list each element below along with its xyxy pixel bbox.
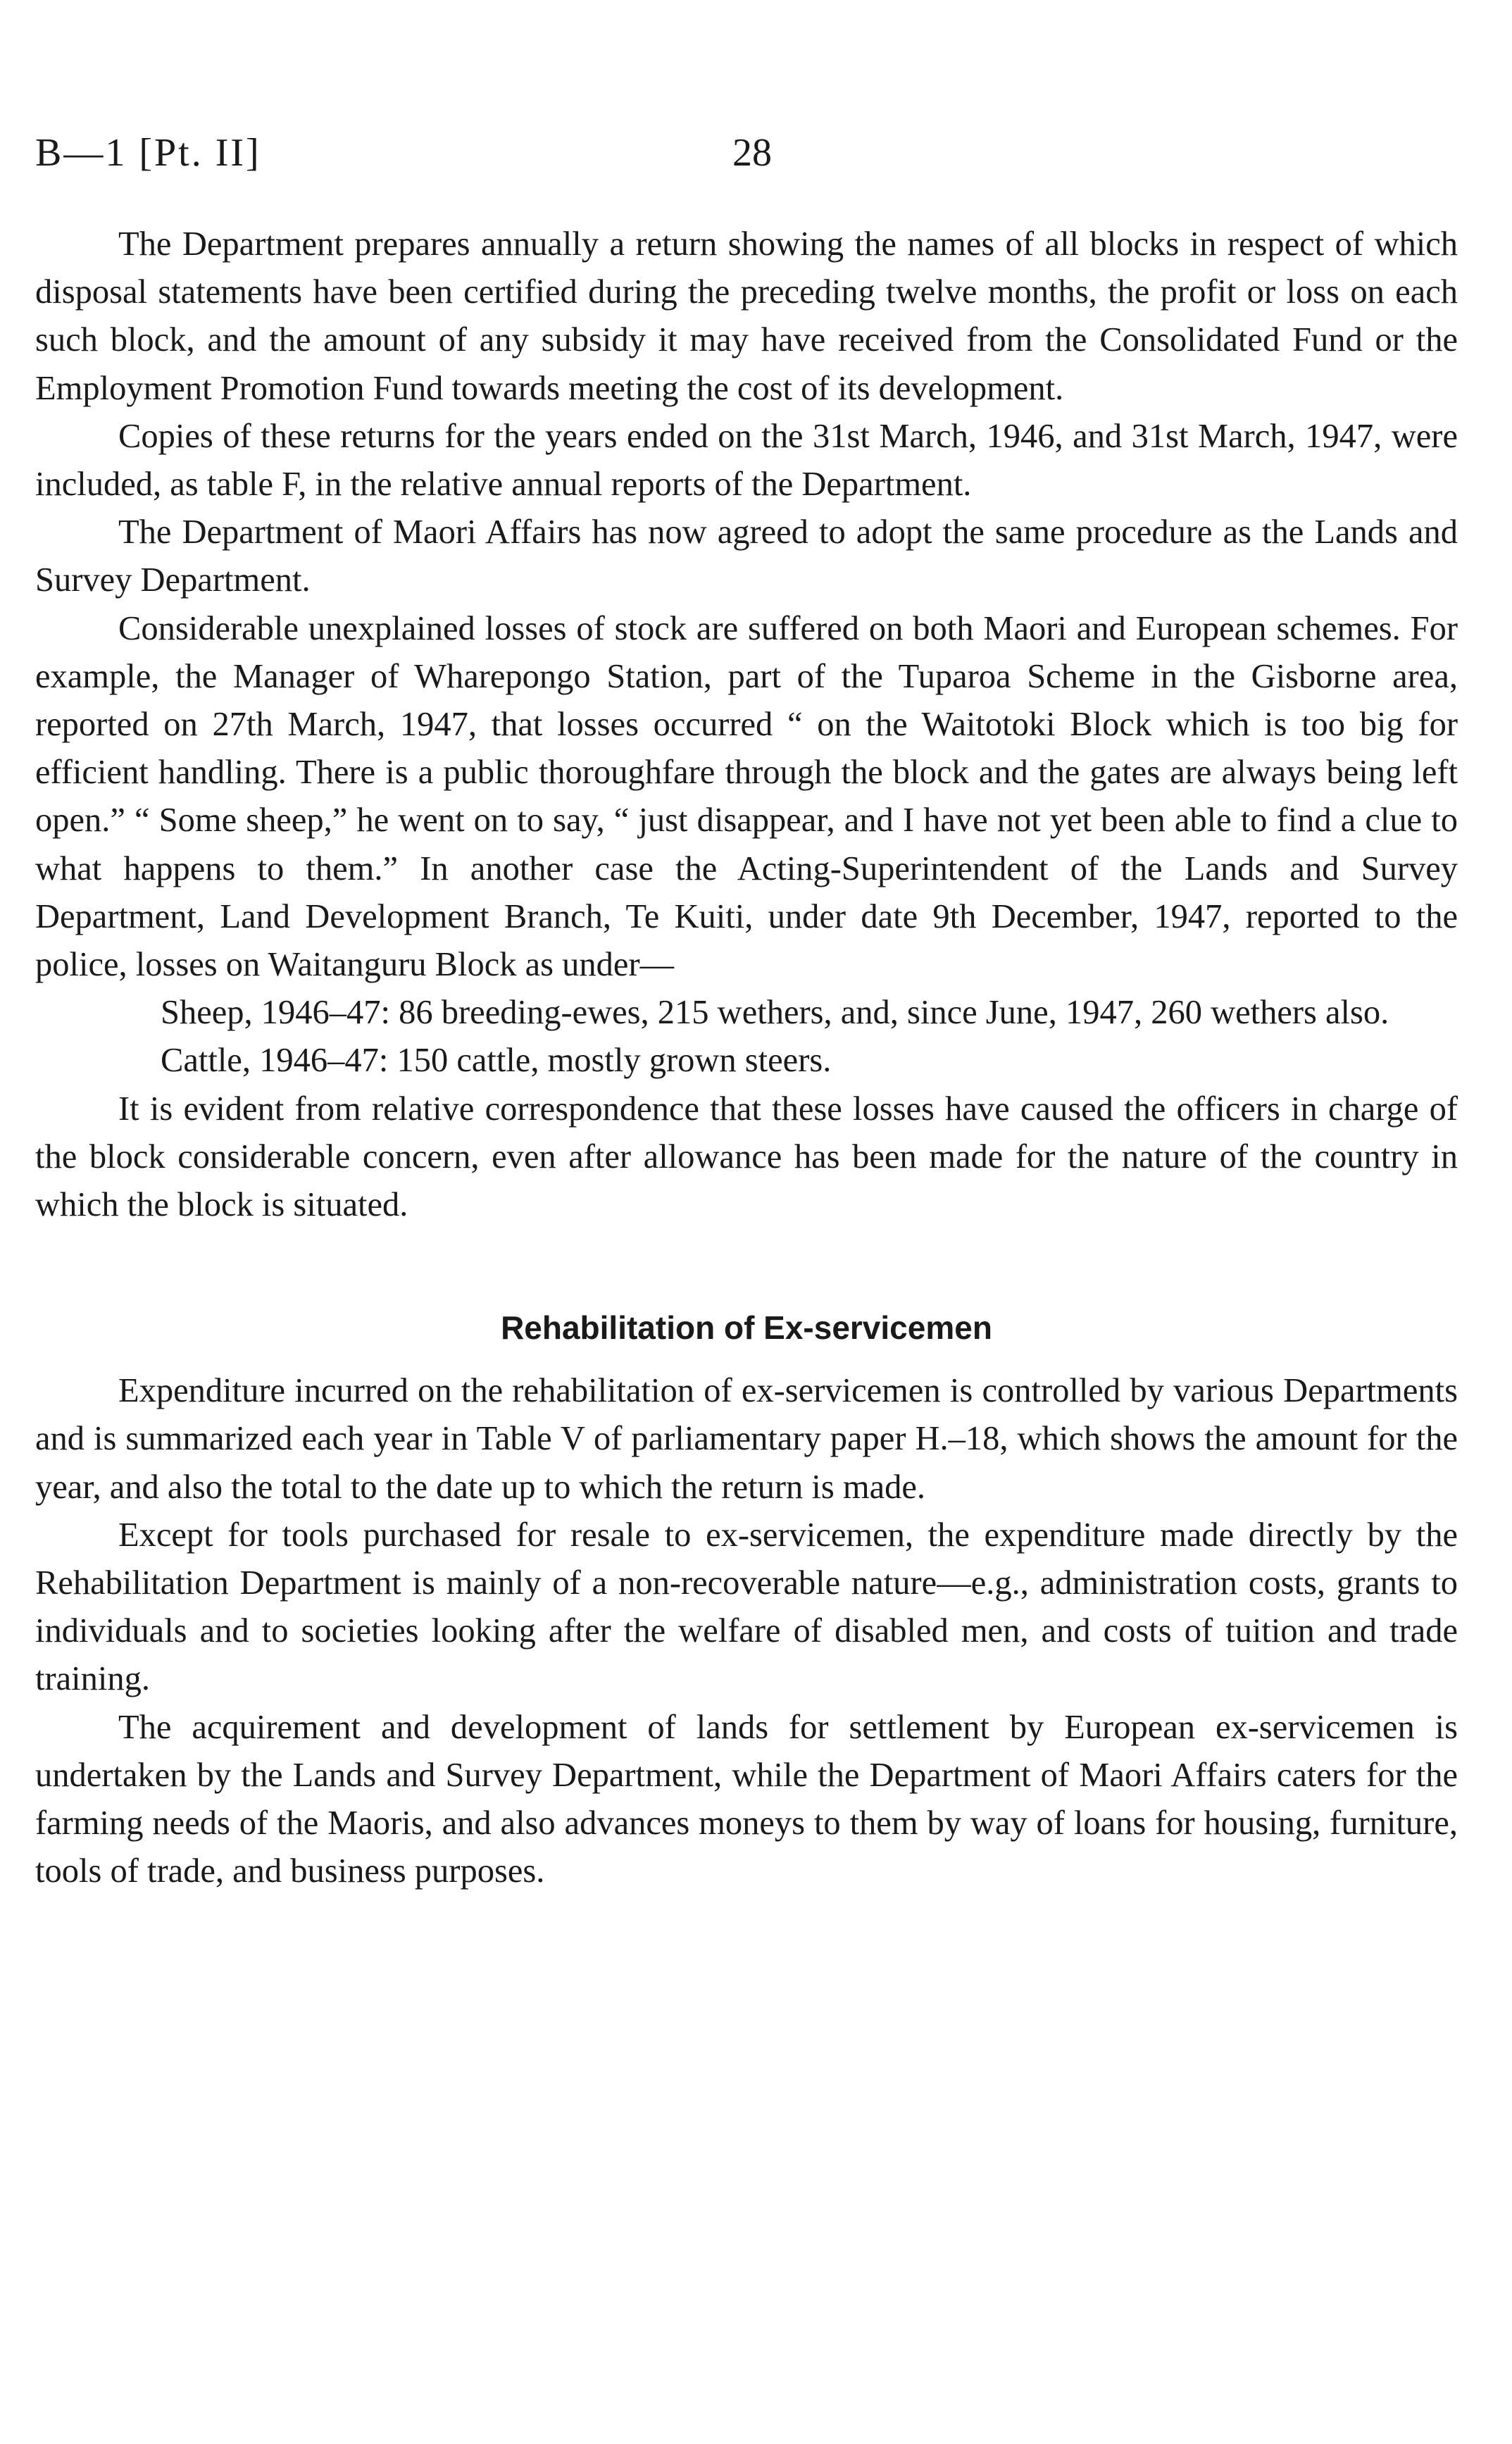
page-number: 28 [732, 131, 772, 175]
paragraph-maori-affairs: The Department of Maori Affairs has now agreed to adopt the same procedure as the Lands and Survey Department. [35, 513, 1458, 599]
body-text [35, 220, 1458, 1896]
stock-loss-sheep [35, 989, 1458, 1037]
stock-loss-description: 86 breeding-ewes, 215 wethers, and, since June, 1947, 260 wethers also. [399, 994, 1389, 1032]
paragraph-tools: Except for tools purchased for resale to ex-servicemen, the expenditure made directly by the Rehabilitation Department is mainly of a non-recoverable nature—e.g., administration costs, grants to individuals and to societies looking after the welfare of disabled men, and costs of tuition and trade training. [35, 1516, 1458, 1698]
paragraph-concern: It is evident from relative correspondence that these losses have caused the officers in charge of the block considerable concern, even after allowance has been made for the nature of the country in which the block is situated. [35, 1090, 1458, 1224]
paragraph-stock-losses: Considerable unexplained losses of stock are suffered on both Maori and European schemes. For example, the Manager of Wharepongo Station, part of the Tuparoa Scheme in the Gisborne area, reported on 27th March, 1947, that losses occurred “ on the Waitotoki Block which is too big for efficient handling. There is a public thoroughfare through the block and the gates are always being left open.” “ Some sheep,” he went on to say, “ just disappear, and I have not yet been able to find a clue to what happens to them.” In another case the Acting-Superintendent of the Lands and Survey Department, Land Development Branch, Te Kuiti, under date 9th December, 1947, reported to the police, losses on Waitanguru Block as under— [35, 609, 1458, 984]
paragraph-lands: The acquirement and development of lands for settlement by European ex-servicemen is undertaken by the Lands and Survey Department, while the Department of Maori Affairs caters for the farming needs of the Maoris, and also advances moneys to them by way of loans for housing, furniture, tools of trade, and business purposes. [35, 1708, 1458, 1890]
paragraph-copies: Copies of these returns for the years ended on the 31st March, 1946, and 31st March, 1947, were included, as table F, in the relative annual reports of the Department. [35, 417, 1458, 504]
stock-loss-label: Sheep, 1946–47: [161, 994, 399, 1032]
page-reference: B—1 [Pt. II] [35, 131, 261, 175]
paragraph-returns: The Department prepares annually a return showing the names of all blocks in respect of which disposal statements have been certified during the preceding twelve months, the profit or loss on each such block, and the amount of any subsidy it may have received from the Consolidated Fund or the Employment Promotion Fund towards meeting the cost of its development. [35, 225, 1458, 407]
paragraph-expenditure: Expenditure incurred on the rehabilitation of ex-servicemen is controlled by various Departments and is summarized each year in Table V of parliamentary paper H.–18, which shows the amount for the year, and also the total to the date up to which the return is made. [35, 1372, 1458, 1506]
stock-loss-cattle [35, 1037, 1458, 1085]
page-header [35, 130, 1458, 187]
document-page [35, 130, 1458, 1896]
stock-loss-description: 150 cattle, mostly grown steers. [396, 1042, 832, 1080]
section-heading: Rehabilitation of Ex-servicemen [501, 1309, 992, 1347]
stock-loss-label: Cattle, 1946–47: [161, 1042, 397, 1080]
